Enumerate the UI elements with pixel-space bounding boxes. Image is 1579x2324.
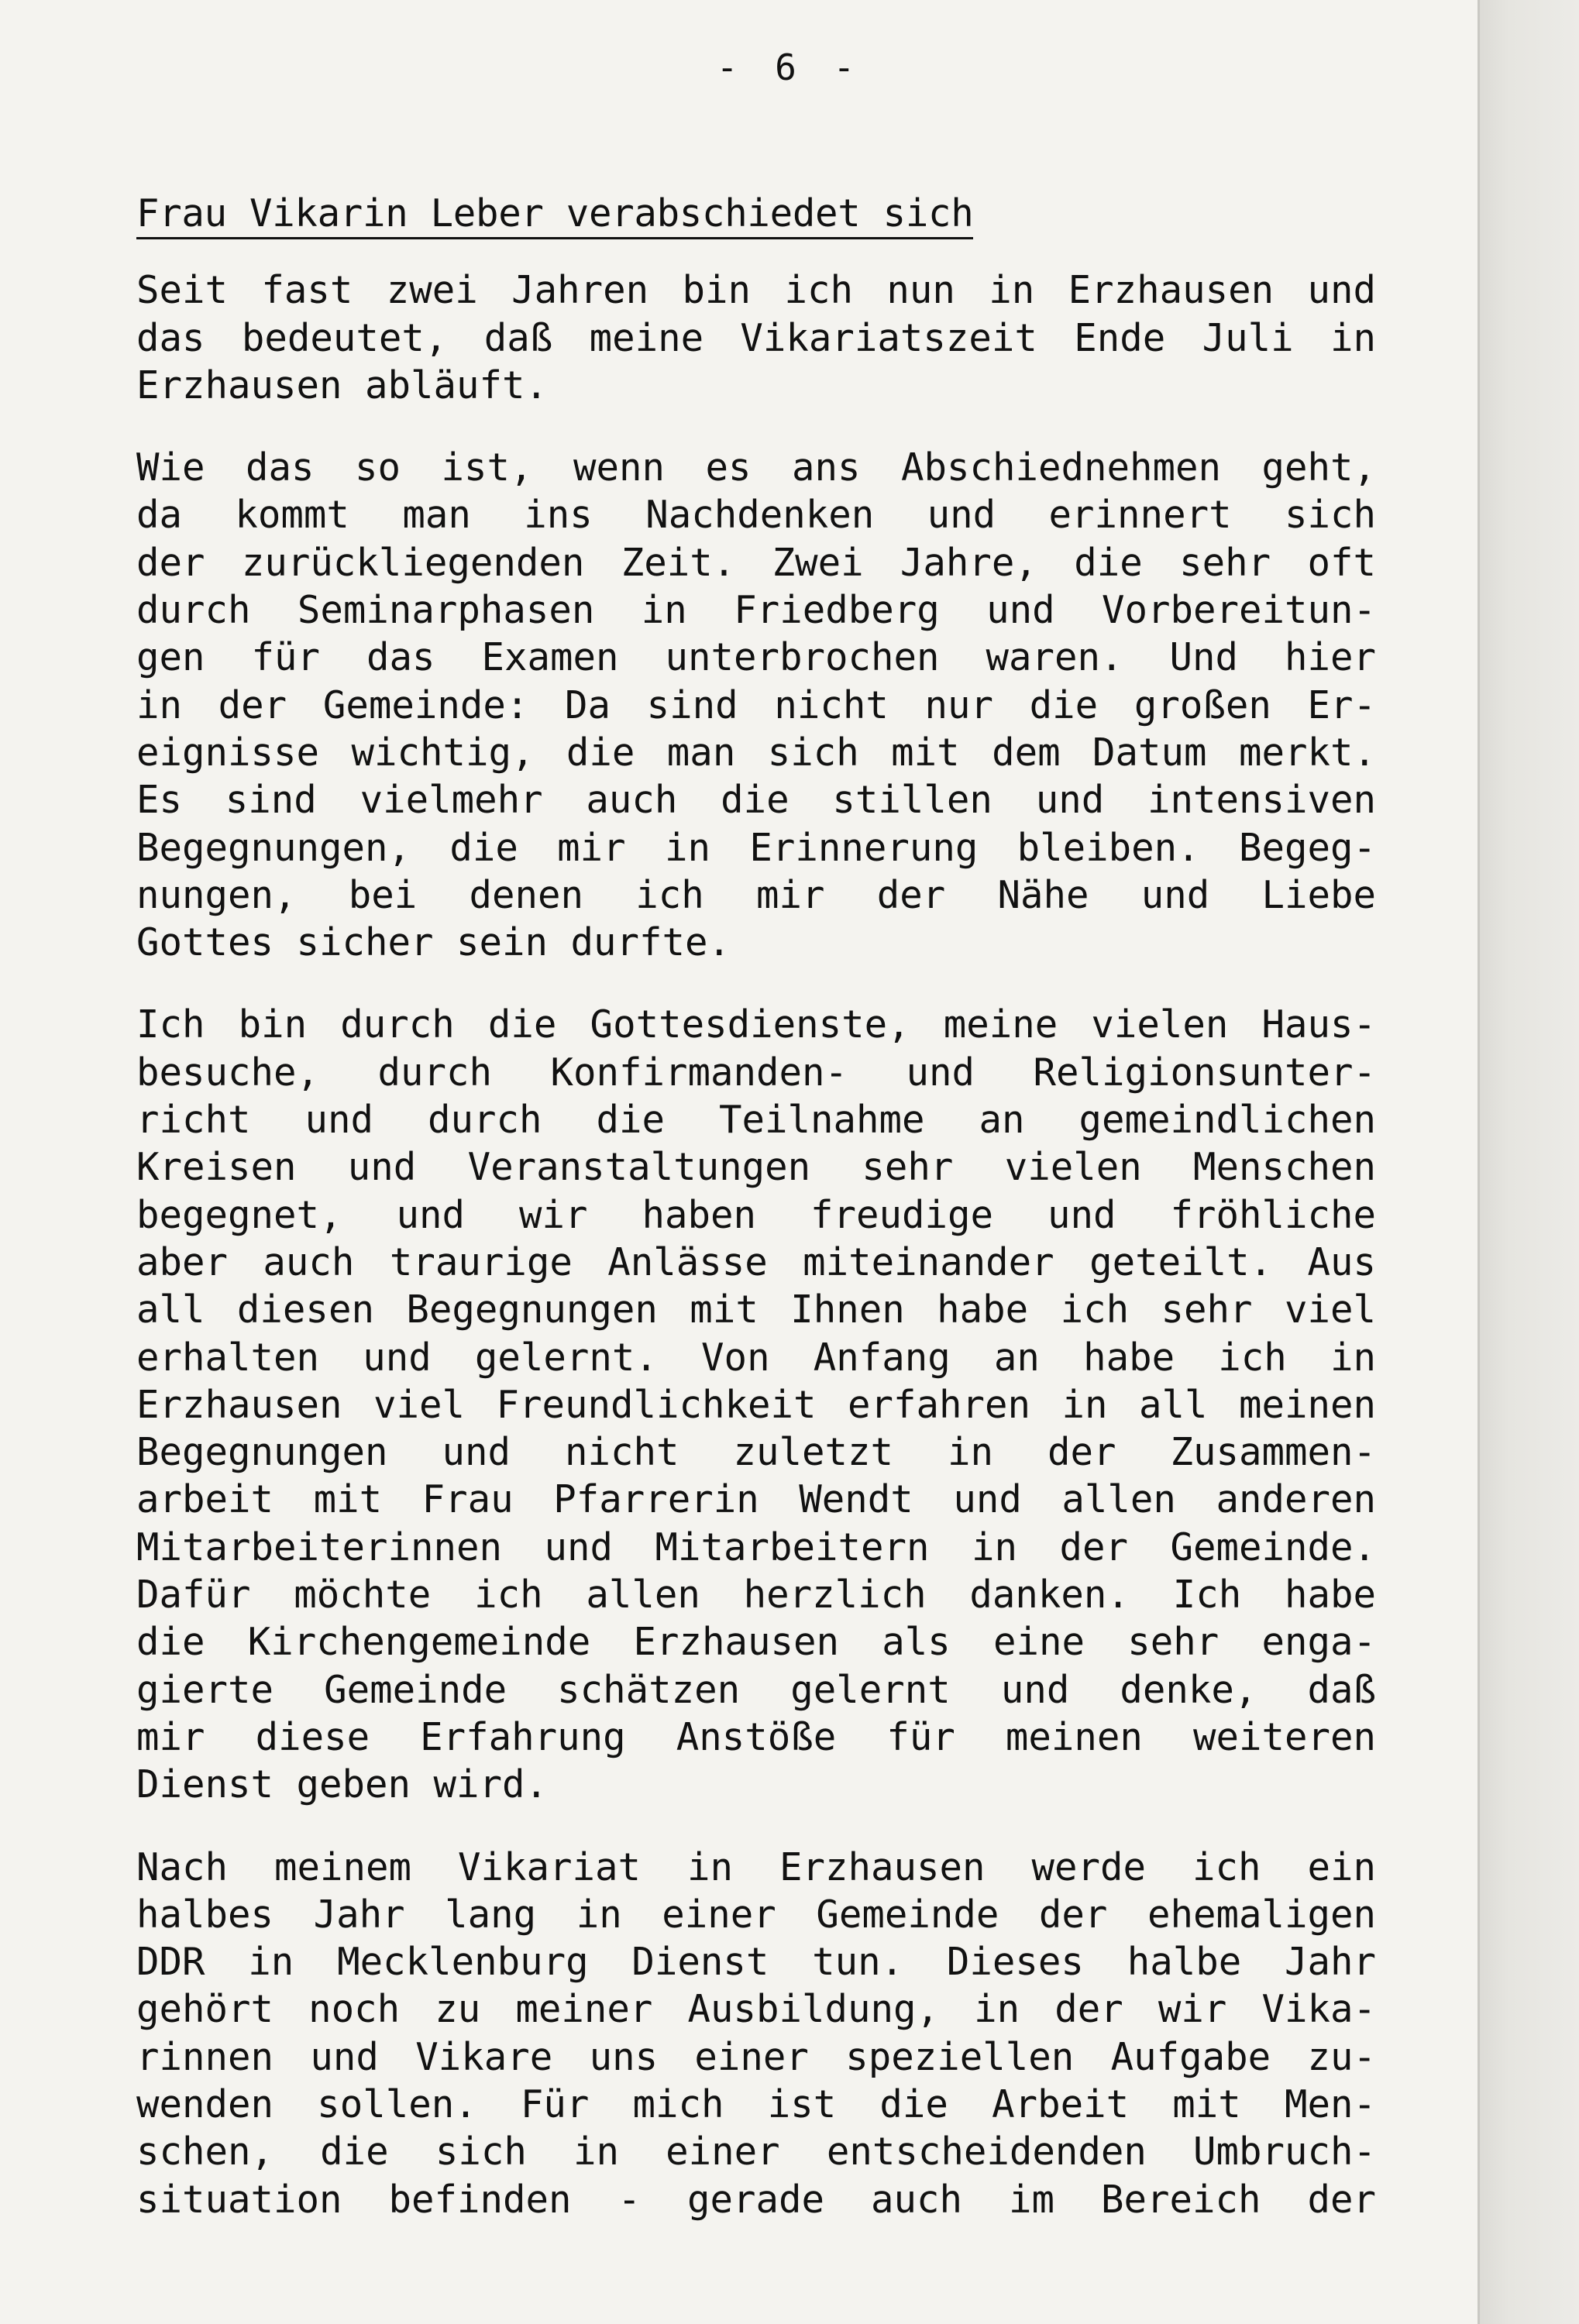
text-line: das bedeutet, daß meine Vikariatszeit Ende Juli in [136,315,1376,360]
article-body [136,190,1376,2258]
paragraph [136,266,1376,409]
text-line: arbeit mit Frau Pfarrerin Wendt und allen anderen [136,1477,1376,1522]
text-line: nungen, bei denen ich mir der Nähe und Liebe [136,872,1376,917]
text-line: Seit fast zwei Jahren bin ich nun in Erzhausen und [136,268,1376,313]
page-number: - 6 - [716,46,863,88]
text-line: besuche, durch Konfirmanden- und Religionsunter- [136,1050,1376,1095]
text-line: situation befinden - gerade auch im Bereich der [136,2177,1376,2222]
paragraph [136,1001,1376,1808]
text-line: gehört noch zu meiner Ausbildung, in der wir Vika- [136,1987,1376,2032]
text-line: DDR in Mecklenburg Dienst tun. Dieses halbe Jahr [136,1940,1376,1985]
text-line: Wie das so ist, wenn es ans Abschiednehmen geht, [136,445,1376,490]
paragraph [136,444,1376,966]
page-edge-line [1478,0,1480,2324]
text-line: gierte Gemeinde schätzen gelernt und denke, daß [136,1667,1376,1712]
text-line: wenden sollen. Für mich ist die Arbeit mit Men- [136,2082,1376,2126]
text-line: Mitarbeiterinnen und Mitarbeitern in der Gemeinde. [136,1525,1376,1569]
text-line: Nach meinem Vikariat in Erzhausen werde ich ein [136,1844,1376,1889]
text-line: mir diese Erfahrung Anstöße für meinen weiteren [136,1714,1376,1759]
text-line: Begegnungen und nicht zuletzt in der Zusammen- [136,1430,1376,1475]
article-title [136,190,1376,237]
text-line: Gottes sicher sein durfte. [136,920,731,965]
text-line: all diesen Begegnungen mit Ihnen habe ich sehr viel [136,1287,1376,1332]
text-line: schen, die sich in einer entscheidenden Umbruch- [136,2130,1376,2174]
text-line: Ich bin durch die Gottesdienste, meine vielen Haus- [136,1002,1376,1047]
text-line: in der Gemeinde: Da sind nicht nur die großen Er- [136,682,1376,727]
text-line: da kommt man ins Nachdenken und erinnert sich [136,493,1376,538]
text-line: Es sind vielmehr auch die stillen und intensiven [136,778,1376,823]
text-line: durch Seminarphasen in Friedberg und Vorbereitun- [136,588,1376,633]
text-line: aber auch traurige Anlässe miteinander geteilt. Aus [136,1239,1376,1284]
text-line: Dienst geben wird. [136,1762,549,1807]
text-line: Erzhausen abläuft. [136,363,549,407]
page-edge-strip [1480,0,1579,2324]
text-line: begegnet, und wir haben freudige und fröhliche [136,1192,1376,1237]
text-line: Kreisen und Veranstaltungen sehr vielen Menschen [136,1145,1376,1190]
text-line: rinnen und Vikare uns einer speziellen Aufgabe zu- [136,2034,1376,2079]
text-line: richt und durch die Teilnahme an gemeindlichen [136,1098,1376,1143]
paragraph-container [136,266,1376,2223]
text-line: halbes Jahr lang in einer Gemeinde der ehemaligen [136,1892,1376,1937]
text-line: Dafür möchte ich allen herzlich danken. Ich habe [136,1573,1376,1618]
text-line: der zurückliegenden Zeit. Zwei Jahre, die sehr oft [136,540,1376,585]
paragraph [136,1844,1376,2223]
text-line: die Kirchengemeinde Erzhausen als eine sehr enga- [136,1620,1376,1665]
text-line: gen für das Examen unterbrochen waren. Und hier [136,635,1376,680]
text-line: eignisse wichtig, die man sich mit dem Datum merkt. [136,730,1376,775]
text-line: Erzhausen viel Freundlichkeit erfahren in all meinen [136,1382,1376,1427]
text-line: Begegnungen, die mir in Erinnerung bleiben. Begeg- [136,825,1376,870]
article-title-text: Frau Vikarin Leber verabschiedet sich [136,191,973,239]
text-line: erhalten und gelernt. Von Anfang an habe ich in [136,1335,1376,1380]
